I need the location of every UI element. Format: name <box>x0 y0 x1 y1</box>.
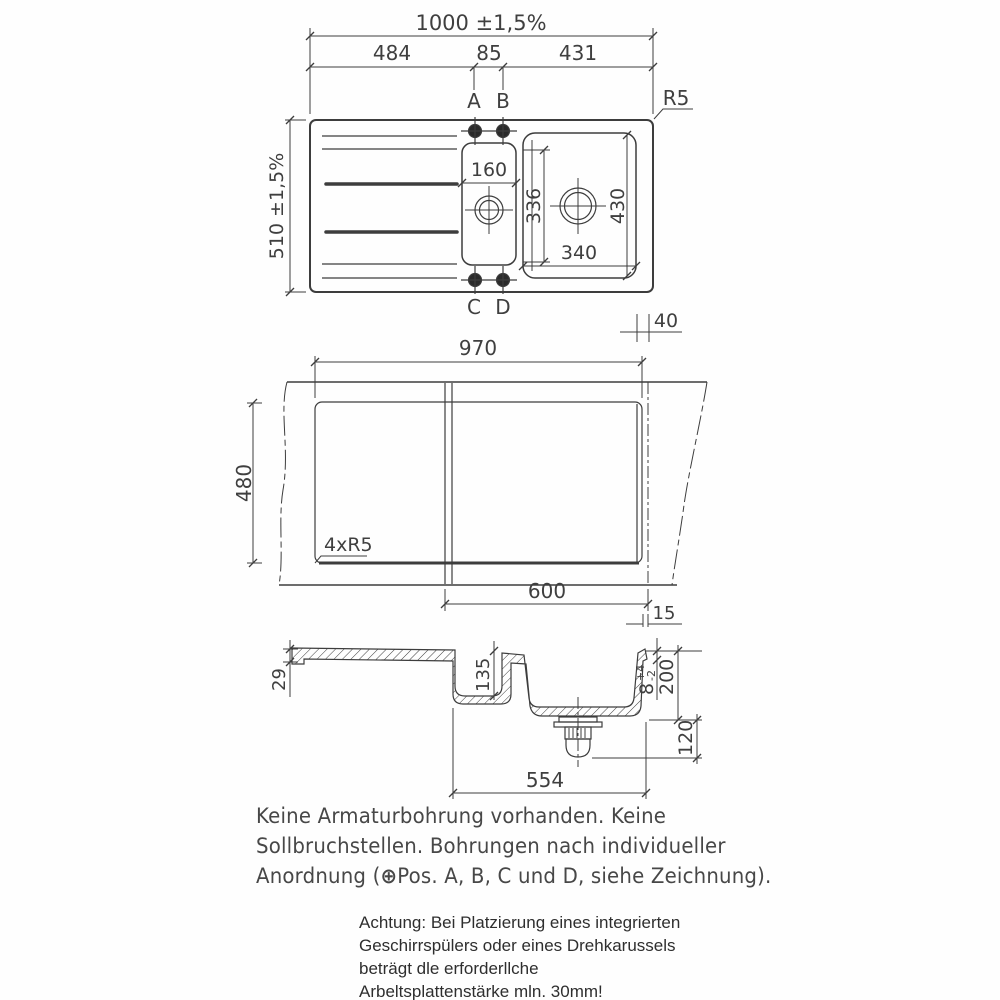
dim-total-width-label: 1000 ±1,5% <box>415 11 547 35</box>
warning-line-4: Arbeltsplattenstärke mln. 30mm! <box>359 982 603 1000</box>
dim-seg-right-label: 431 <box>558 41 598 65</box>
warning-block <box>359 911 680 1000</box>
worktop-break-left <box>279 382 287 585</box>
worktop-break-right <box>672 382 707 585</box>
small-bowl-drain-icon <box>465 186 513 234</box>
tolerance-base: 8 <box>636 682 658 695</box>
dim-drain-clearance-label: 120 <box>675 719 697 756</box>
dim-edge-gap-label: 15 <box>652 603 676 624</box>
corner-radius-label: R5 <box>662 86 690 110</box>
main-bowl-drain-icon <box>550 178 606 234</box>
warning-line-2: Geschirrspülers oder eines Drehkarussels <box>359 936 676 955</box>
dim-seg-left-label: 484 <box>372 41 412 65</box>
notes-line-1: Keine Armaturbohrung vorhanden. Keine <box>256 804 667 828</box>
drainboard-grooves <box>322 136 457 278</box>
section-view <box>269 638 702 799</box>
notes-line-2: Sollbruchstellen. Bohrungen nach individueller <box>256 834 726 858</box>
dim-main-bowl-depth-section-label: 200 <box>656 658 678 695</box>
section-profile <box>292 648 647 716</box>
hole-d-label: D <box>495 295 511 319</box>
notes-line-3-prefix: Anordnung ( <box>256 864 381 888</box>
dim-seg-mid-label: 85 <box>476 41 502 65</box>
drill-hole-symbol-icon: ⊕ <box>380 864 398 888</box>
dim-small-bowl-depth-label: 135 <box>473 657 494 692</box>
cutout-dimension-lines <box>247 356 682 627</box>
tolerance-minus: -2 <box>645 670 658 681</box>
dim-right-offset-label: 40 <box>653 310 679 332</box>
warning-line-1: Achtung: Bei Platzierung eines integrierten <box>359 913 681 932</box>
rim-tolerance-label <box>634 665 658 695</box>
cutout-dimension-ticks <box>249 358 652 608</box>
dim-cutout-width-label: 970 <box>458 336 498 360</box>
dim-drain-span-label: 554 <box>525 768 565 792</box>
dim-cutout-depth-label: 480 <box>232 463 256 503</box>
top-view <box>266 11 693 342</box>
r5-leader-line <box>654 109 693 119</box>
hole-b-label: B <box>496 89 510 113</box>
hole-a-label: A <box>467 89 481 113</box>
dim-small-bowl-width-label: 160 <box>470 159 508 181</box>
dim-total-depth-label: 510 ±1,5% <box>266 152 288 260</box>
corner-radii-label: 4xR5 <box>324 534 373 556</box>
notes-line-3-suffix: Pos. A, B, C und D, siehe Zeichnung). <box>397 864 772 888</box>
tolerance-plus: +4 <box>634 664 647 681</box>
notes-block <box>256 801 771 891</box>
dim-main-bowl-depth-label: 430 <box>607 187 629 225</box>
dim-inner-depth-label: 336 <box>523 187 545 225</box>
hole-c-label: C <box>467 295 481 319</box>
dim-front-edge-label: 29 <box>269 668 290 691</box>
notes-line-3 <box>256 861 771 891</box>
dim-main-bowl-width-label: 340 <box>560 242 598 264</box>
cutout-view <box>232 336 707 627</box>
dim-bowl-zone-label: 600 <box>527 579 567 603</box>
warning-line-3: beträgt dle erforderllche <box>359 959 539 978</box>
